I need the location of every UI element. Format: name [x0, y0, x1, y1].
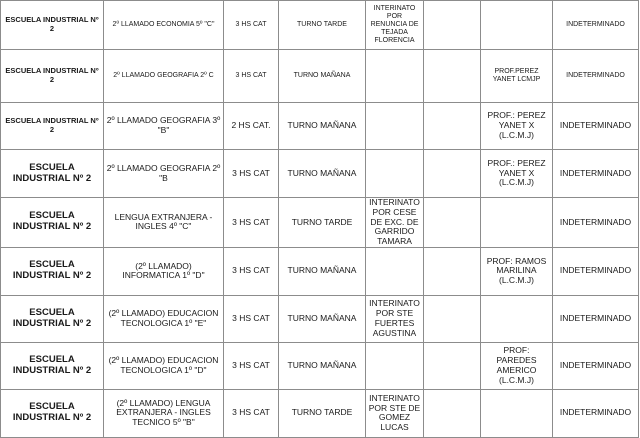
duration-cell: INDETERMINADO [553, 1, 639, 50]
school-cell: ESCUELA INDUSTRIAL Nº 2 [1, 295, 104, 342]
appointment-type-cell [366, 247, 424, 295]
shift-cell: TURNO MAÑANA [279, 295, 366, 342]
school-cell: ESCUELA INDUSTRIAL Nº 2 [1, 103, 104, 150]
blank-cell [424, 247, 481, 295]
table-row [1, 1, 639, 50]
appointment-type-cell [366, 150, 424, 198]
school-cell: ESCUELA INDUSTRIAL Nº 2 [1, 50, 104, 103]
teacher-cell: PROF.: PEREZ YANET X (L.C.M.J) [481, 103, 553, 150]
duration-cell: INDETERMINADO [553, 103, 639, 150]
shift-cell: TURNO TARDE [279, 1, 366, 50]
duration-cell: INDETERMINADO [553, 198, 639, 248]
subject-cell: (2º LLAMADO) LENGUA EXTRANJERA - INGLES TECNICO 5º "B" [104, 389, 224, 437]
table-row [1, 103, 639, 150]
blank-cell [424, 150, 481, 198]
blank-cell [424, 198, 481, 248]
blank-cell [424, 1, 481, 50]
school-cell: ESCUELA INDUSTRIAL Nº 2 [1, 198, 104, 248]
duration-cell: INDETERMINADO [553, 50, 639, 103]
duration-cell: INDETERMINADO [553, 389, 639, 437]
subject-cell: 2º LLAMADO ECONOMIA 5º "C" [104, 1, 224, 50]
subject-cell: 2º LLAMADO GEOGRAFIA 3º "B" [104, 103, 224, 150]
teacher-cell [481, 198, 553, 248]
table-row [1, 198, 639, 248]
hours-cell: 3 HS CAT [224, 150, 279, 198]
blank-cell [424, 342, 481, 389]
table-row [1, 50, 639, 103]
hours-cell: 3 HS CAT [224, 295, 279, 342]
blank-cell [424, 103, 481, 150]
teacher-cell [481, 295, 553, 342]
teacher-cell: PROF: RAMOS MARILINA (L.C.M.J) [481, 247, 553, 295]
school-cell: ESCUELA INDUSTRIAL Nº 2 [1, 342, 104, 389]
duration-cell: INDETERMINADO [553, 295, 639, 342]
teacher-cell: PROF: PAREDES AMERICO (L.C.M.J) [481, 342, 553, 389]
subject-cell: LENGUA EXTRANJERA - INGLES 4º "C" [104, 198, 224, 248]
school-cell: ESCUELA INDUSTRIAL Nº 2 [1, 1, 104, 50]
table-row [1, 295, 639, 342]
appointment-type-cell [366, 50, 424, 103]
appointment-type-cell: INTERINATO POR STE DE GOMEZ LUCAS [366, 389, 424, 437]
table-row [1, 389, 639, 437]
subject-cell: (2º LLAMADO) INFORMATICA 1º "D" [104, 247, 224, 295]
shift-cell: TURNO MAÑANA [279, 150, 366, 198]
shift-cell: TURNO MAÑANA [279, 103, 366, 150]
shift-cell: TURNO MAÑANA [279, 247, 366, 295]
table-row [1, 247, 639, 295]
teacher-cell: PROF.: PEREZ YANET X (L.C.M.J) [481, 150, 553, 198]
hours-cell: 3 HS CAT [224, 247, 279, 295]
table-row [1, 150, 639, 198]
blank-cell [424, 295, 481, 342]
blank-cell [424, 50, 481, 103]
appointment-type-cell: INTERINATO POR RENUNCIA DE TEJADA FLORENCIA [366, 1, 424, 50]
hours-cell: 2 HS CAT. [224, 103, 279, 150]
subject-cell: (2º LLAMADO) EDUCACION TECNOLOGICA 1º "E" [104, 295, 224, 342]
duration-cell: INDETERMINADO [553, 247, 639, 295]
teacher-cell [481, 1, 553, 50]
shift-cell: TURNO TARDE [279, 389, 366, 437]
hours-cell: 3 HS CAT [224, 342, 279, 389]
shift-cell: TURNO MAÑANA [279, 50, 366, 103]
appointment-type-cell [366, 342, 424, 389]
subject-cell: 2º LLAMADO GEOGRAFIA 2º "B [104, 150, 224, 198]
school-cell: ESCUELA INDUSTRIAL Nº 2 [1, 389, 104, 437]
appointment-type-cell [366, 103, 424, 150]
appointment-type-cell: INTERINATO POR CESE DE EXC. DE GARRIDO TAMARA [366, 198, 424, 248]
school-cell: ESCUELA INDUSTRIAL Nº 2 [1, 150, 104, 198]
subject-cell: (2º LLAMADO) EDUCACION TECNOLOGICA 1º "D" [104, 342, 224, 389]
table-row [1, 342, 639, 389]
duration-cell: INDETERMINADO [553, 150, 639, 198]
appointment-type-cell: INTERINATO POR STE FUERTES AGUSTINA [366, 295, 424, 342]
teacher-cell [481, 389, 553, 437]
teacher-cell: PROF.PEREZ YANET LCMJP [481, 50, 553, 103]
shift-cell: TURNO TARDE [279, 198, 366, 248]
hours-cell: 3 HS CAT [224, 389, 279, 437]
hours-cell: 3 HS CAT [224, 1, 279, 50]
hours-cell: 3 HS CAT [224, 50, 279, 103]
subject-cell: 2º LLAMADO GEOGRAFIA 2º C [104, 50, 224, 103]
shift-cell: TURNO MAÑANA [279, 342, 366, 389]
duration-cell: INDETERMINADO [553, 342, 639, 389]
hours-cell: 3 HS CAT [224, 198, 279, 248]
school-cell: ESCUELA INDUSTRIAL Nº 2 [1, 247, 104, 295]
blank-cell [424, 389, 481, 437]
